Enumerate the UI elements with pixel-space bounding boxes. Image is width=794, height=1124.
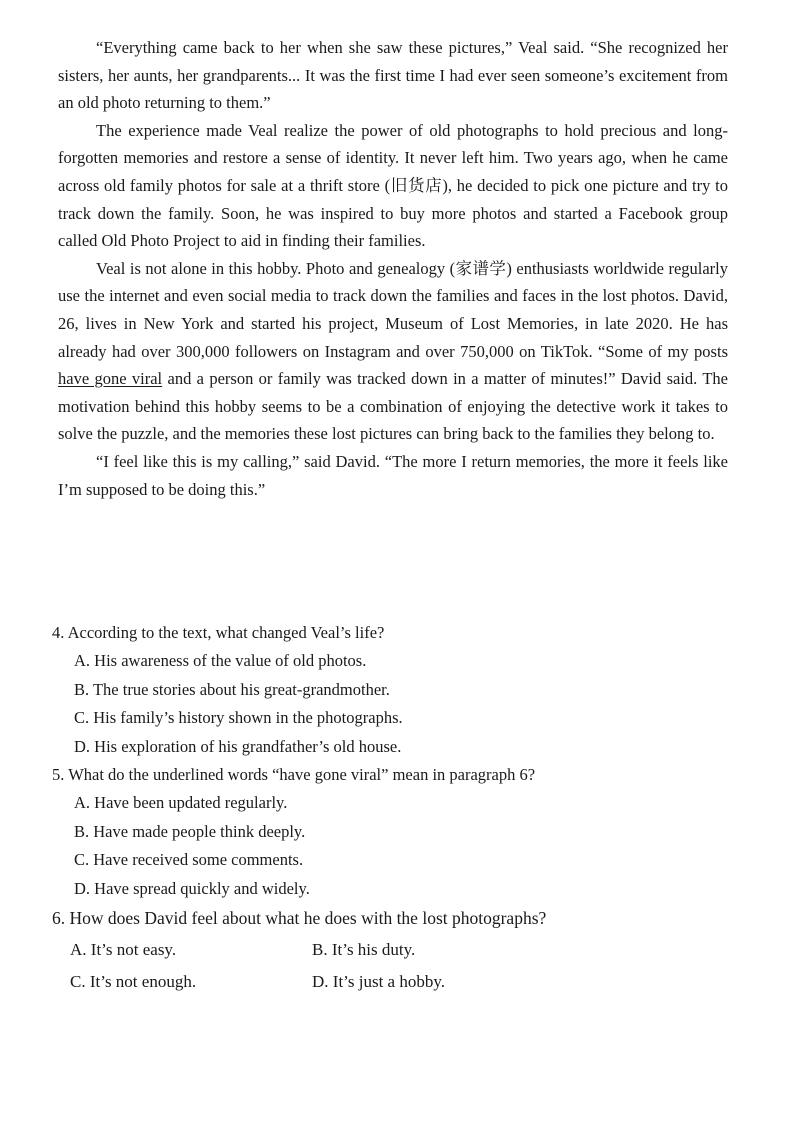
- question-6: [52, 903, 742, 998]
- option-a: A. It’s not easy.: [70, 940, 177, 960]
- question-stem: 6. How does David feel about what he does with the lost photographs?: [52, 908, 547, 929]
- paragraph-text: Veal is not alone in this hobby. Photo and genealogy (家谱学) enthusiasts worldwide regularly use the internet and even social media to track down the families and faces in the lost photos. David, 26, lives in New York and started his project, Museum of Lost Memories, in late 2020. He has already had over 300,000 followers on Instagram and over 750,000 on TikTok. “Some of my posts: [58, 258, 728, 361]
- option-d: D. It’s just a hobby.: [312, 972, 446, 992]
- paragraph-text: and a person or family was tracked down in a matter of minutes!” David said. The motivation behind this hobby seems to be a combination of enjoying the detective work it takes to solve the puzzle, and the memories these lost pictures can bring back to the families they belong to.: [58, 369, 728, 444]
- paragraph: “I feel like this is my calling,” said David. “The more I return memories, the more it feels like I’m supposed to be doing this.”: [58, 451, 728, 499]
- reading-passage: [58, 34, 728, 503]
- option-b: B. It’s his duty.: [312, 940, 416, 960]
- question-4: [52, 619, 742, 761]
- paragraph: The experience made Veal realize the power of old photographs to hold precious and long-forgotten memories and restore a sense of identity. It never left him. Two years ago, when he came across old family photos for sale at a thrift store (旧货店), he decided to pick one picture and try to track down the family. Soon, he was inspired to buy more photos and started a Facebook group called Old Photo Project to aid in finding their families.: [58, 120, 728, 251]
- paragraph: [58, 255, 728, 448]
- option-d: D. Have spread quickly and widely.: [74, 878, 310, 898]
- option-c: C. His family’s history shown in the photographs.: [74, 708, 403, 728]
- option-b: B. The true stories about his great-grandmother.: [74, 679, 390, 699]
- option-a: A. Have been updated regularly.: [74, 793, 288, 813]
- option-grid: [70, 934, 742, 998]
- question-list: [52, 619, 742, 998]
- option-a: A. His awareness of the value of old photos.: [74, 651, 367, 671]
- option-b: B. Have made people think deeply.: [74, 821, 306, 841]
- option-c: C. Have received some comments.: [74, 850, 304, 870]
- question-stem: 4. According to the text, what changed Veal’s life?: [52, 623, 385, 642]
- question-stem: 5. What do the underlined words “have gone viral” mean in paragraph 6?: [52, 765, 536, 785]
- option-d: D. His exploration of his grandfather’s old house.: [74, 736, 402, 756]
- underlined-phrase: have gone viral: [58, 369, 163, 389]
- question-5: [52, 761, 742, 903]
- option-c: C. It’s not enough.: [70, 972, 197, 992]
- paragraph: “Everything came back to her when she saw these pictures,” Veal said. “She recognized her sisters, her aunts, her grandparents... It was the first time I had ever seen someone’s excitement from an old photo returning to them.”: [58, 38, 728, 113]
